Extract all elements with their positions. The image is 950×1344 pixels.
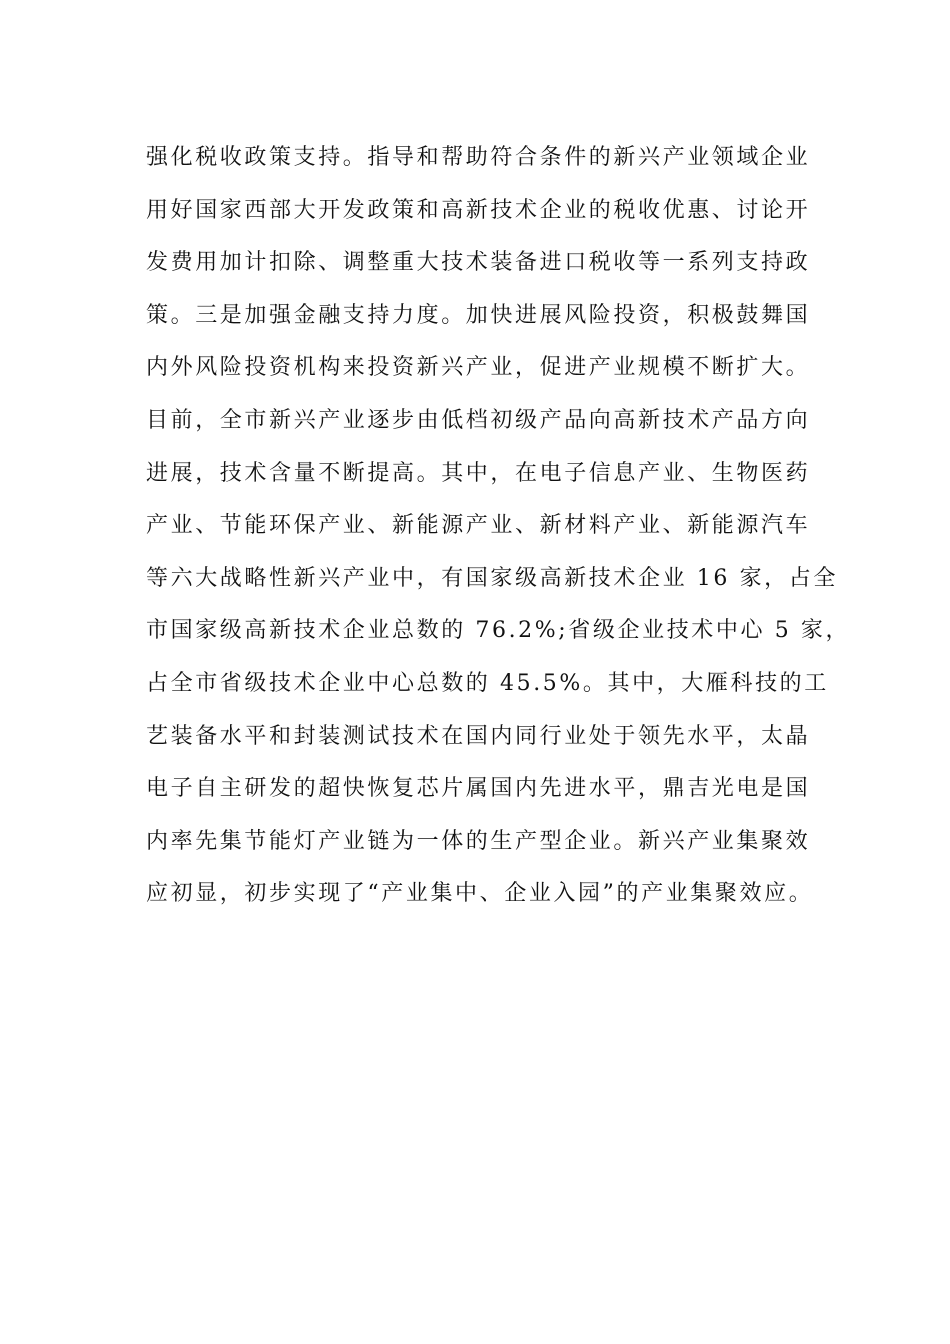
text-line: 等六大战略性新兴产业中，有国家级高新技术企业 16 家，占全	[146, 565, 838, 591]
text-line: 占全市省级技术企业中心总数的 45.5%。其中，大雁科技的工	[146, 670, 829, 696]
text-line: 用好国家西部大开发政策和高新技术企业的税收优惠、讨论开	[146, 197, 811, 223]
text-line: 进展，技术含量不断提高。其中，在电子信息产业、生物医药	[146, 460, 811, 486]
text-line: 市国家级高新技术企业总数的 76.2%;省级企业技术中心 5 家，	[146, 618, 851, 644]
text-line: 强化税收政策支持。指导和帮助符合条件的新兴产业领域企业	[146, 145, 811, 170]
text-line: 应初显，初步实现了“产业集中、企业入园”的产业集聚效应。	[146, 881, 814, 907]
text-line: 策。三是加强金融支持力度。加快进展风险投资，积极鼓舞国	[146, 302, 811, 328]
text-line: 电子自主研发的超快恢复芯片属国内先进水平，鼎吉光电是国	[146, 776, 811, 802]
text-line: 艺装备水平和封装测试技术在国内同行业处于领先水平，太晶	[146, 723, 811, 749]
text-line: 内外风险投资机构来投资新兴产业，促进产业规模不断扩大。	[146, 355, 811, 381]
text-line: 发费用加计扣除、调整重大技术装备进口税收等一系列支持政	[146, 250, 811, 276]
body-text	[146, 132, 851, 921]
text-line: 目前，全市新兴产业逐步由低档初级产品向高新技术产品方向	[146, 407, 811, 433]
text-line: 内率先集节能灯产业链为一体的生产型企业。新兴产业集聚效	[146, 828, 811, 854]
text-line: 产业、节能环保产业、新能源产业、新材料产业、新能源汽车	[146, 513, 811, 539]
